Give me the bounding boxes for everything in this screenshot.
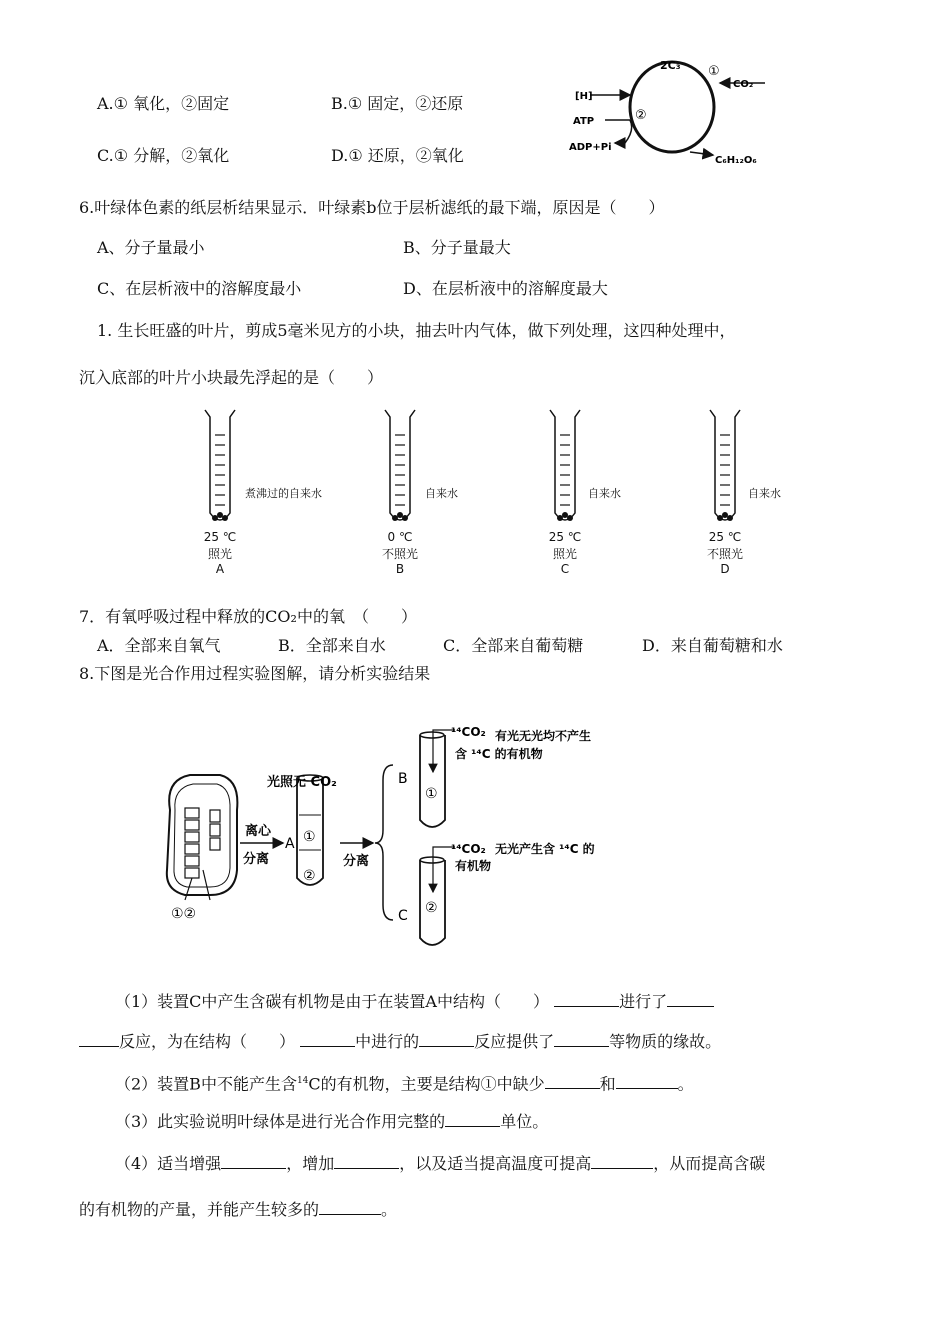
q8-part1-line1: （1）装置C中产生含碳有机物是由于在装置A中结构（ ） 进行了 [115, 990, 714, 1012]
tube-a-light: 照光 [207, 547, 232, 561]
q6-option-d: D、在层析液中的溶解度最大 [403, 279, 608, 298]
q5-option-d: D.① 还原，②氧化 [331, 146, 464, 165]
q6-option-a: A、分子量最小 [97, 238, 205, 257]
h-label: [H] [575, 91, 593, 102]
result-c-line2: 有机物 [455, 859, 492, 873]
tube-d-light: 不照光 [706, 547, 743, 561]
tube-b-liquid: 自来水 [425, 487, 458, 500]
result-b-line1: 有光无光均不产生 [495, 729, 592, 743]
tube-c-temp: 25 ℃ [548, 530, 582, 544]
glucose-label: C₆H₁₂O₆ [715, 155, 757, 166]
calvin-cycle-diagram [565, 55, 785, 170]
adp-label: ADP+Pi [569, 142, 612, 153]
q8-part1-line2: 反应，为在结构（ ） 中进行的 反应提供了 等物质的缘故。 [79, 1030, 721, 1052]
tube-d [710, 410, 740, 521]
tube-a-mark-2: ② [303, 868, 316, 884]
separate-label-1: 分离 [243, 852, 270, 867]
tube-a-temp: 25 ℃ [203, 530, 237, 544]
structure-marks: ①② [171, 906, 197, 922]
mark-1: ① [708, 64, 720, 79]
q6-option-b: B、分子量最大 [403, 238, 511, 257]
q5-option-a: A.① 氧化，②固定 [97, 94, 230, 113]
q8-part2: （2）装置B中不能产生含$^{14}$C的有机物，主要是结构①中缺少 和 。 [115, 1074, 694, 1094]
q5-option-b: B.① 固定，②还原 [331, 94, 464, 113]
c3-label: 2C₃ [660, 59, 681, 72]
atp-label: ATP [573, 116, 595, 127]
tube-b [385, 410, 415, 521]
q1-stem-line1: 1. 生长旺盛的叶片，剪成5毫米见方的小块，抽去叶内气体，做下列处理，这四种处理中， [97, 321, 736, 340]
tube-a [205, 410, 235, 521]
co2-b-label: ¹⁴CO₂ [451, 725, 486, 739]
tube-a-liquid: 煮沸过的自来水 [245, 487, 322, 500]
q6-stem: 6.叶绿体色素的纸层析结果显示．叶绿素b位于层析滤纸的最下端，原因是（ ） [79, 198, 665, 217]
q7-option-c: C．全部来自葡萄糖 [443, 636, 584, 655]
tube-d-liquid: 自来水 [748, 487, 781, 500]
mark-2: ② [635, 108, 647, 123]
q7-stem: 7．有氧呼吸过程中释放的CO₂中的氧 （ ） [79, 607, 417, 626]
tube-a-letter: A [215, 562, 225, 576]
tube-d-temp: 25 ℃ [708, 530, 742, 544]
tube-b-letter: B [395, 562, 405, 576]
tube-c-light: 照光 [552, 547, 577, 561]
tube-c-label: C [398, 908, 408, 924]
q8-part4-line2: 的有机物的产量，并能产生较多的 。 [79, 1200, 398, 1219]
q5-option-c: C.① 分解，②氧化 [97, 146, 230, 165]
light-no-co2-label: 光照无 CO₂ [267, 775, 337, 790]
q1-stem-line2: 沉入底部的叶片小块最先浮起的是（ ） [79, 368, 384, 387]
tube-b-label: B [398, 771, 408, 787]
tube-c [550, 410, 580, 521]
separate-label-2: 分离 [343, 854, 370, 869]
tube-b-mark-1: ① [425, 786, 438, 802]
centrifuge-label: 离心 [245, 824, 272, 839]
q7-option-d: D．来自葡萄糖和水 [642, 636, 783, 655]
q6-option-c: C、在层析液中的溶解度最小 [97, 279, 302, 298]
q8-experiment-diagram [155, 710, 675, 950]
tube-c-liquid: 自来水 [588, 487, 621, 500]
q8-part3: （3）此实验说明叶绿体是进行光合作用完整的 单位。 [115, 1112, 549, 1131]
co2-c-label: ¹⁴CO₂ [451, 842, 486, 856]
tube-a-mark-1: ① [303, 829, 316, 845]
tube-b-light: 不照光 [381, 547, 418, 561]
result-b-line2: 含 ¹⁴C 的有机物 [455, 747, 543, 761]
result-c-line1: 无光产生含 ¹⁴C 的 [495, 842, 595, 856]
q8-stem: 8.下图是光合作用过程实验图解，请分析实验结果 [79, 664, 431, 683]
tube-a-label: A [285, 836, 295, 852]
q7-option-a: A．全部来自氧气 [97, 636, 221, 655]
tube-d-letter: D [720, 562, 730, 576]
co2-label: CO₂ [733, 79, 754, 90]
tube-b-temp: 0 ℃ [387, 530, 413, 544]
tube-c-mark-2: ② [425, 900, 438, 916]
q8-part4-line1: （4）适当增强 ，增加 ，以及适当提高温度可提高 ，从而提高含碳 [115, 1154, 766, 1173]
q7-option-b: B．全部来自水 [278, 636, 386, 655]
tube-c-letter: C [560, 562, 570, 576]
